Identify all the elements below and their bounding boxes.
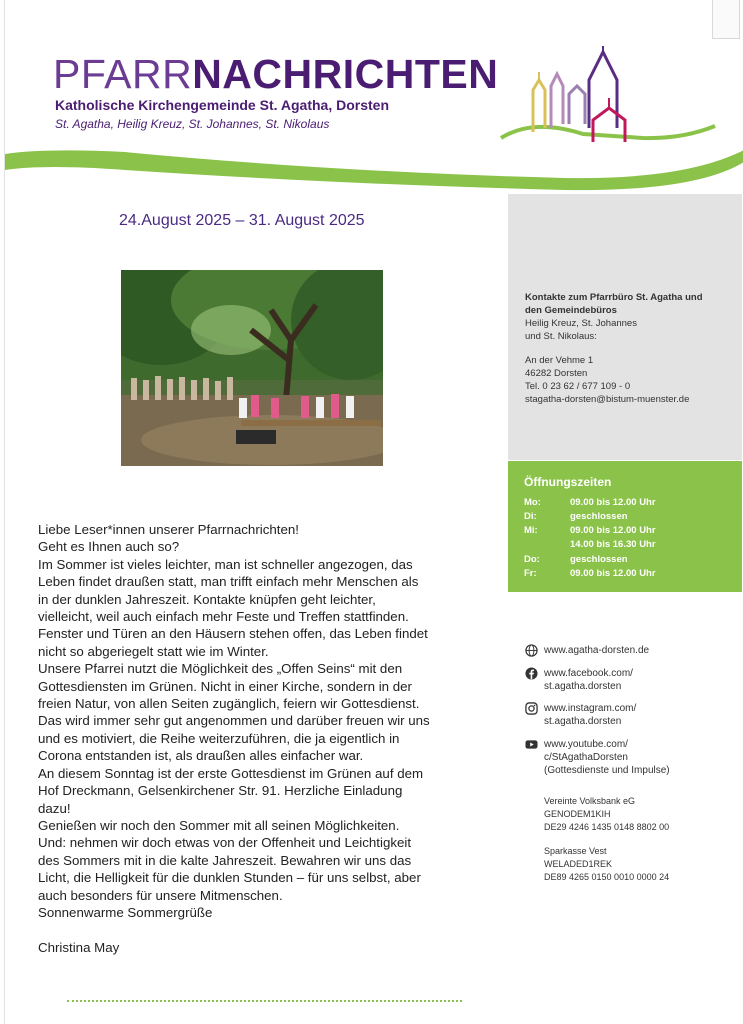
letter-line: Geht es Ihnen auch so?: [38, 539, 180, 555]
hours-row: 14.00 bis 16.30 Uhr: [570, 539, 656, 550]
letter-line: Unsere Pfarrei nutzt die Möglichkeit des „Offen Seins“ mit den: [38, 661, 403, 677]
instagram-icon: [525, 702, 538, 715]
letter-line: Hof Dreckmann, Gelsenkirchener Str. 91. Herzliche Einladung: [38, 783, 403, 799]
footer-divider: [67, 1000, 462, 1002]
letter-line: Liebe Leser*innen unserer Pfarrnachrichten!: [38, 522, 299, 537]
youtube-note: (Gottesdienste und Impulse): [544, 765, 670, 776]
facebook-url-1[interactable]: www.facebook.com/: [544, 668, 633, 679]
letter-signature: Christina May: [38, 939, 120, 955]
letter-line: Das wird immer sehr gut angenommen und darüber freuen wir uns: [38, 713, 430, 729]
bank-iban: DE89 4265 0150 0010 0000 24: [544, 872, 670, 882]
bank-account: [544, 845, 669, 884]
letter-line: [38, 921, 508, 938]
facebook-url-2[interactable]: st.agatha.dorsten: [544, 681, 622, 692]
letter-line: Sonnenwarme Sommergrüße: [38, 904, 213, 920]
instagram-url-2[interactable]: st.agatha.dorsten: [544, 716, 622, 727]
letter-line: Leben findet draußen statt, man trifft einfach mehr Menschen als: [38, 574, 419, 590]
letter-line: dazu!: [38, 800, 71, 816]
page-edge-tab: [712, 0, 740, 39]
youtube-url-1[interactable]: www.youtube.com/: [544, 739, 628, 750]
website-url[interactable]: www.agatha-dorsten.de: [544, 645, 650, 656]
pastoral-letter: [38, 521, 508, 956]
youtube-icon: [525, 738, 538, 751]
letter-line: Genießen wir noch den Sommer mit all seinen Möglichkeiten.: [38, 817, 400, 833]
hours-row: Do: geschlossen: [524, 554, 628, 565]
bank-iban: DE29 4246 1435 0148 8802 00: [544, 822, 670, 832]
letter-line: und es motiviert, die Reihe weiterzuführen, die ja eigentlich in: [38, 730, 400, 746]
bank-name: Vereinte Volksbank eG: [544, 796, 636, 806]
bank-bic: GENODEM1KIH: [544, 809, 611, 819]
contact-email[interactable]: stagatha-dorsten@bistum-muenster.de: [525, 394, 690, 405]
opening-hours-box: [508, 461, 742, 592]
header-wave: [5, 140, 743, 200]
bank-account: [544, 795, 669, 834]
letter-line: Licht, die Helligkeit für die dunklen Stunden – für uns selbst, aber: [38, 870, 421, 886]
letter-line: Fenster und Türen an den Häusern stehen offen, das Leben findet: [38, 626, 428, 642]
hours-row: Di: geschlossen: [524, 511, 628, 522]
hours-row: Fr: 09.00 bis 12.00 Uhr: [524, 568, 656, 579]
letter-line: vielleicht, weil auch einfach mehr Feste und Treffen stattfinden.: [38, 609, 409, 625]
letter-line: Und: nehmen wir doch etwas von der Offenheit und Leichtigkeit: [38, 835, 412, 851]
facebook-icon: [525, 667, 538, 680]
letter-line: An diesem Sonntag ist der erste Gottesdienst im Grünen auf dem: [38, 765, 424, 781]
parish-subtitle: Katholische Kirchengemeinde St. Agatha, Dorsten: [55, 97, 389, 113]
letter-line: auch besonders für unsere Mitmenschen.: [38, 887, 283, 903]
parish-list: St. Agatha, Heilig Kreuz, St. Johannes, St. Nikolaus: [55, 117, 330, 131]
letter-line: Corona entstanden ist, als draußen alles einfacher war.: [38, 748, 364, 764]
letter-line: Gottesdiensten im Grünen. Nicht in einer Kirche, sondern in der: [38, 678, 412, 694]
opening-hours-title: Öffnungszeiten: [524, 475, 612, 489]
newsletter-page: [4, 0, 743, 1024]
letter-line: in der dunklen Jahreszeit. Kontakte knüpfen geht leichter,: [38, 591, 376, 607]
masthead-title: [53, 52, 498, 96]
contact-street: An der Vehme 1: [525, 355, 594, 366]
masthead-title-light: PFARR: [53, 51, 193, 97]
contact-phone: Tel. 0 23 62 / 677 109 - 0: [525, 381, 631, 392]
hours-row: Mi: 09.00 bis 12.00 Uhr: [524, 525, 656, 536]
bank-bic: WELADED1REK: [544, 859, 613, 869]
contact-heading-1: Kontakte zum Pfarrbüro St. Agatha und: [525, 292, 703, 303]
bank-name: Sparkasse Vest: [544, 846, 607, 856]
contact-sub-2: und St. Nikolaus:: [525, 331, 597, 342]
masthead-title-bold: NACHRICHTEN: [192, 51, 499, 97]
outdoor-service-photo: [121, 270, 383, 466]
contact-sub-1: Heilig Kreuz, St. Johannes: [525, 318, 637, 329]
globe-icon: [525, 644, 538, 657]
instagram-url-1[interactable]: www.instagram.com/: [544, 703, 637, 714]
contact-block: [525, 291, 735, 406]
contact-heading-2: den Gemeindebüros: [525, 305, 617, 316]
letter-line: nicht so abgeriegelt statt wie im Winter.: [38, 643, 269, 659]
youtube-url-2[interactable]: c/StAgathaDorsten: [544, 752, 628, 763]
letter-line: Im Sommer ist vieles leichter, man ist schneller angezogen, das: [38, 556, 413, 572]
letter-line: freien Natur, von allen Seiten zugänglich, feiern wir Gottesdienst.: [38, 696, 420, 712]
letter-line: des Sommers mit in die kalte Jahreszeit. Bewahren wir uns das: [38, 852, 412, 868]
contact-city: 46282 Dorsten: [525, 368, 588, 379]
issue-date-range: 24.August 2025 – 31. August 2025: [119, 212, 365, 229]
hours-row: Mo: 09.00 bis 12.00 Uhr: [524, 497, 656, 508]
